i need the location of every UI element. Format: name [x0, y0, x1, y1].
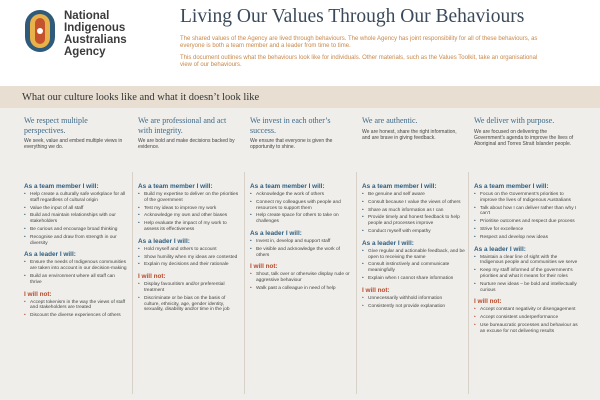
column-heading: We respect multiple perspectives.	[24, 116, 88, 135]
list-item: • Talk about how I can deliver rather than why I can’t	[474, 206, 578, 218]
list-item: • Keep my staff informed of the government’s priorities and what it means for their roles	[474, 268, 578, 280]
list-item: • Value the input of all staff	[24, 206, 128, 212]
column-professional	[138, 178, 242, 315]
list-item: • Shout, talk over or otherwise display rude or aggressive behaviour	[250, 272, 354, 284]
column-subheading: We are bold and make decisions backed by evidence.	[138, 138, 235, 150]
list-item: • Help create a culturally safe workplace for all staff regardless of cultural origin	[24, 192, 128, 204]
column-header-respect	[24, 116, 128, 156]
column-invest	[250, 178, 354, 294]
agency-name-line: Indigenous	[64, 22, 126, 34]
team-member-list	[138, 192, 242, 233]
agency-name-line: National	[64, 10, 110, 22]
column-authentic	[362, 178, 466, 311]
list-item: • Walk past a colleague in need of help	[250, 286, 354, 292]
team-member-heading: As a team member I will:	[24, 183, 99, 190]
list-item: • Recognise and draw from strength in our diversity	[24, 235, 128, 247]
will-not-heading: I will not:	[474, 298, 502, 306]
column-subheading: We are focused on delivering the Government’s agenda to improve the lives of Aboriginal and Torres Strait Islander people.	[474, 128, 574, 147]
will-not-list	[362, 296, 466, 310]
list-item: • Focus on the Government’s priorities to improve the lives of Indigenous Australians	[474, 192, 578, 204]
list-item: • Connect my colleagues with people and resources to support them	[250, 200, 354, 212]
leader-list	[362, 249, 466, 282]
team-member-heading: As a team member I will:	[138, 183, 213, 190]
list-item: • Be genuine and self aware	[362, 192, 466, 198]
team-member-list	[250, 192, 354, 225]
intro-text	[180, 36, 540, 70]
list-item: • Hold myself and others to account	[138, 247, 242, 253]
will-not-heading: I will not:	[362, 286, 390, 294]
column-header-professional	[138, 116, 242, 156]
list-item: • Test my ideas to improve my work	[138, 206, 242, 212]
list-item: • Ensure the needs of Indigenous communities are taken into account in our decision-making	[24, 260, 128, 272]
page-title: Living Our Values Through Our Behaviours	[180, 6, 525, 27]
list-item: • Discount the diverse experiences of others	[24, 313, 128, 319]
team-member-heading: As a team member I will:	[362, 183, 437, 190]
list-item: • Discriminate or be bias on the basis of culture, ethnicity, age, gender identity, sexuality, disability and/or time in the job	[138, 296, 242, 313]
leader-heading: As a leader I will:	[250, 229, 302, 237]
list-item: • Help evaluate the impact of my work to assess its effectiveness	[138, 221, 242, 233]
section-title: What our culture looks like and what it doesn’t look like	[22, 92, 260, 103]
list-item: • Build and maintain relationships with our stakeholders	[24, 213, 128, 225]
will-not-list	[474, 307, 578, 334]
team-member-list	[24, 192, 128, 246]
team-member-heading: As a team member I will:	[474, 183, 549, 190]
agency-logo-icon	[22, 8, 58, 54]
column-heading: We are professional and act with integrity.	[138, 116, 227, 135]
list-item: • Use bureaucratic processes and behaviour as an excuse for not delivering results	[474, 323, 578, 335]
column-subheading: We are honest, share the right information, and are brave in giving feedback.	[362, 128, 457, 141]
column-heading: We invest in each other’s success.	[250, 116, 331, 135]
list-item: • Display favouritism and/or preferential treatment	[138, 282, 242, 294]
will-not-heading: I will not:	[24, 290, 52, 298]
list-item: • Show humility when my ideas are contested	[138, 255, 242, 261]
header	[0, 0, 600, 80]
column-header-authentic	[362, 116, 466, 147]
column-divider	[356, 172, 357, 394]
agency-name-line: Australians	[64, 34, 127, 46]
leader-list	[474, 255, 578, 294]
team-member-heading: As a team member I will:	[250, 183, 325, 190]
list-item: • Explain my decisions and their rationale	[138, 262, 242, 268]
list-item: • Consult because I value the views of others	[362, 200, 466, 206]
list-item: • Be curious and encourage broad thinking	[24, 227, 128, 233]
will-not-list	[138, 282, 242, 313]
list-item: • Accept constant negativity or disengagement	[474, 307, 578, 313]
list-item: • Explain when I cannot share information	[362, 276, 466, 282]
agency-name	[64, 10, 127, 58]
column-divider	[132, 172, 133, 394]
list-item: • Acknowledge the work of others	[250, 192, 354, 198]
list-item: • Be visible and acknowledge the work of others	[250, 247, 354, 259]
column-header-deliver	[474, 116, 578, 147]
list-item: • Accept consistent underperformance	[474, 315, 578, 321]
will-not-list	[24, 300, 128, 319]
column-divider	[468, 172, 469, 394]
list-item: • Provide timely and honest feedback to help people and processes improve	[362, 215, 466, 227]
list-item: • Maintain a clear line of sight with the Indigenous people and communities we serve	[474, 255, 578, 267]
team-member-list	[362, 192, 466, 235]
list-item: • Prioritise outcomes and respect due process	[474, 219, 578, 225]
list-item: • Conduct myself with empathy	[362, 229, 466, 235]
list-item: • Consult instinctively and communicate meaningfully	[362, 262, 466, 274]
column-subheading: We seek, value and embed multiple views in everything we do.	[24, 138, 123, 150]
leader-heading: As a leader I will:	[24, 251, 76, 259]
list-item: • Respect and develop new ideas	[474, 235, 578, 241]
list-item: • Build my expertise to deliver on the priorities of the government	[138, 192, 242, 204]
intro-paragraph-2: This document outlines what the behaviours look like for individuals. Other materials, such as the Values Toolkit, take an organisational view of our behaviours.	[180, 54, 538, 69]
leader-list	[138, 247, 242, 268]
list-item: • Strive for excellence	[474, 227, 578, 233]
list-item: • Consistently not provide explanation	[362, 304, 466, 310]
will-not-heading: I will not:	[138, 273, 166, 281]
column-header-invest	[250, 116, 354, 156]
leader-heading: As a leader I will:	[362, 239, 414, 247]
will-not-heading: I will not:	[250, 263, 278, 271]
list-item: • Accept tokenism in the way the views of staff and stakeholders are treated	[24, 300, 128, 312]
column-subheading: We ensure that everyone is given the opportunity to shine.	[250, 138, 333, 150]
leader-list	[250, 239, 354, 258]
leader-heading: As a leader I will:	[138, 237, 190, 245]
list-item: • Acknowledge my own and other biases	[138, 213, 242, 219]
list-item: • Build an environment where all staff can thrive	[24, 274, 128, 286]
column-divider	[244, 172, 245, 394]
list-item: • Give regular and actionable feedback, and be open to receiving the same	[362, 249, 466, 261]
column-deliver	[474, 178, 578, 337]
leader-list	[24, 260, 128, 285]
list-item: • Share as much information as I can	[362, 208, 466, 214]
leader-heading: As a leader I will:	[474, 245, 526, 253]
column-respect	[24, 178, 128, 321]
list-item: • Unnecessarily withhold information	[362, 296, 466, 302]
list-item: • Invest in, develop and support staff	[250, 239, 354, 245]
column-heading: We are authentic.	[362, 116, 418, 125]
list-item: • Help create space for others to take on challenges	[250, 213, 354, 225]
list-item: • Nurture new ideas – be bold and intellectually curious	[474, 282, 578, 294]
column-heading: We deliver with purpose.	[474, 116, 555, 125]
intro-paragraph-1: The shared values of the Agency are lived through behaviours. The whole Agency has joint responsibility for all of these behaviours, as everyone is both a team member and a leader from time to time.	[180, 36, 538, 50]
will-not-list	[250, 272, 354, 291]
team-member-list	[474, 192, 578, 241]
agency-name-line: Agency	[64, 46, 106, 58]
